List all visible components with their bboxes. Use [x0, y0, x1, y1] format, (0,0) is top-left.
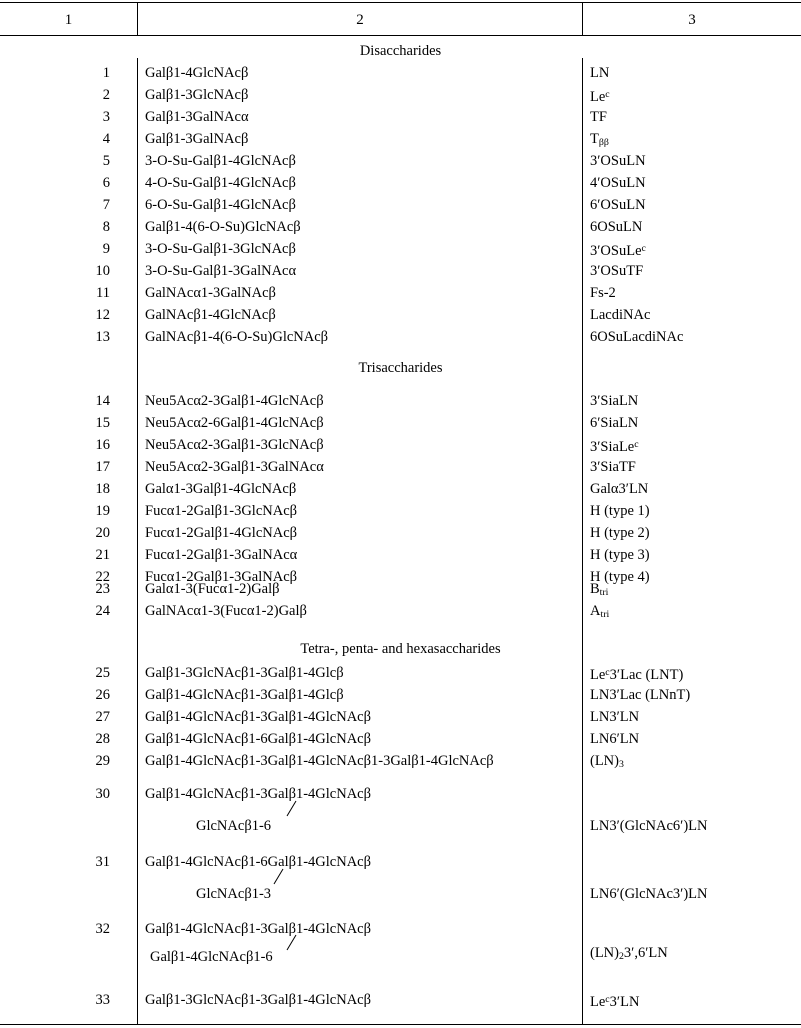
row-name: Le$^c$3′Lac (LNT): [590, 667, 684, 684]
row-number: 23: [95, 581, 110, 597]
row-structure: Fucα1-2Galβ1-3GlcNAcβ: [145, 503, 298, 519]
row-structure: Fucα1-2Galβ1-4GlcNAcβ: [145, 525, 298, 541]
row-name: TF: [590, 109, 607, 125]
row-structure: Neu5Acα2-3Galβ1-3GalNAcα: [145, 459, 324, 475]
row-structure: 3-O-Su-Galβ1-4GlcNAcβ: [145, 153, 296, 169]
column-header-1: 1: [64, 12, 73, 28]
row-name: 4′OSuLN: [590, 175, 646, 191]
row-structure: Neu5Acα2-6Galβ1-4GlcNAcβ: [145, 415, 324, 431]
row-structure: Fucα1-2Galβ1-3GalNAcα: [145, 547, 298, 563]
row-structure: GalNAcβ1-4(6-O-Su)GlcNAcβ: [145, 329, 329, 345]
row-name: Le$^c$: [590, 89, 610, 106]
row-number: 27: [95, 709, 110, 725]
row-name: LN: [590, 65, 610, 81]
row-number: 8: [102, 219, 110, 235]
row-structure: Galβ1-3GalNAcα: [145, 109, 249, 125]
row-name: $(LN)_23',6'LN$: [590, 945, 668, 963]
row-structure: Galβ1-4GlcNAcβ1-3Galβ1-4GlcNAcβ: [145, 709, 371, 725]
row-number: 1: [102, 65, 110, 81]
row-name: LN3′LN: [590, 709, 640, 725]
row-name: H (type 3): [590, 547, 650, 563]
row-number: 4: [102, 131, 110, 147]
row-number: 5: [102, 153, 110, 169]
row-structure: Galβ1-4GlcNAcβ1-3Galβ1-4GlcNAcβ1-3Galβ1-4GlcNAcβ: [145, 753, 494, 769]
row-name: $B_{tri}$: [590, 581, 609, 599]
row-number: 13: [95, 329, 110, 345]
row-name: $A_{tri}$: [590, 603, 610, 621]
row-name: LN6′LN: [590, 731, 640, 747]
row-number: 15: [95, 415, 110, 431]
row-structure: Galα1-3Galβ1-4GlcNAcβ: [145, 481, 297, 497]
row-number: 33: [95, 992, 110, 1008]
row-structure: GalNAcβ1-4GlcNAcβ: [145, 307, 276, 323]
column-header-3: 3: [688, 12, 696, 28]
row-number: 12: [95, 307, 110, 323]
row-number: 24: [95, 603, 110, 619]
row-number: 22: [95, 569, 110, 585]
row-name: H (type 1): [590, 503, 650, 519]
row-number: 29: [95, 753, 110, 769]
row-structure: Galβ1-3GlcNAcβ1-3Galβ1-4GlcNAcβ: [145, 992, 371, 1008]
row-structure: 3-O-Su-Galβ1-3GalNAcα: [145, 263, 297, 279]
row-structure: Neu5Acα2-3Galβ1-3GlcNAcβ: [145, 437, 324, 453]
row-structure: Galβ1-4GlcNAcβ: [145, 65, 249, 81]
row-number: 25: [95, 665, 110, 681]
row-number: 9: [102, 241, 110, 257]
row-structure-branch: GlcNAcβ1-3: [196, 886, 272, 902]
branch-link-icon: [285, 800, 299, 818]
row-name: 3′SiaLe$^c$: [590, 439, 639, 456]
row-number: 32: [95, 921, 110, 937]
row-structure: Galβ1-4(6-O-Su)GlcNAcβ: [145, 219, 301, 235]
table-top-rule: [0, 2, 801, 3]
row-number: 30: [95, 786, 110, 802]
column-divider-1-body: [137, 58, 138, 1024]
row-structure: Neu5Acα2-3Galβ1-4GlcNAcβ: [145, 393, 324, 409]
row-name: 6OSuLN: [590, 219, 643, 235]
row-number: 16: [95, 437, 110, 453]
row-name: H (type 4): [590, 569, 650, 585]
row-number: 14: [95, 393, 110, 409]
row-structure: 3-O-Su-Galβ1-3GlcNAcβ: [145, 241, 296, 257]
row-name: LN3′Lac (LNnT): [590, 687, 691, 703]
row-structure-branch: Galβ1-4GlcNAcβ1-6: [150, 949, 273, 965]
row-number: 20: [95, 525, 110, 541]
row-structure: GalNAcα1-3(Fucα1-2)Galβ: [145, 603, 307, 619]
table-bottom-rule: [0, 1024, 801, 1025]
row-name: 3′SiaLN: [590, 393, 639, 409]
row-number: 10: [95, 263, 110, 279]
row-structure: 4-O-Su-Galβ1-4GlcNAcβ: [145, 175, 296, 191]
row-number: 2: [102, 87, 110, 103]
row-name: 3′SiaTF: [590, 459, 636, 475]
row-structure: 6-O-Su-Galβ1-4GlcNAcβ: [145, 197, 296, 213]
row-structure-branch: GlcNAcβ1-6: [196, 818, 272, 834]
branch-link-icon: [272, 868, 286, 886]
row-number: 3: [102, 109, 110, 125]
row-number: 21: [95, 547, 110, 563]
row-name: $(LN)_3$: [590, 753, 624, 771]
row-name: LacdiNAc: [590, 307, 651, 323]
row-name: Le$^c$3′LN: [590, 994, 640, 1011]
row-number: 18: [95, 481, 110, 497]
row-number: 26: [95, 687, 110, 703]
row-name: LN3′(GlcNAc6′)LN: [590, 818, 708, 834]
row-name: H (type 2): [590, 525, 650, 541]
row-name: LN6′(GlcNAc3′)LN: [590, 886, 708, 902]
row-structure: Galα1-3(Fucα1-2)Galβ: [145, 581, 280, 597]
row-number: 7: [102, 197, 110, 213]
row-structure: Galβ1-4GlcNAcβ1-3Galβ1-4GlcNAcβ: [145, 921, 371, 937]
row-name: Galα3′LN: [590, 481, 649, 497]
row-number: 19: [95, 503, 110, 519]
row-number: 28: [95, 731, 110, 747]
row-name: Fs-2: [590, 285, 616, 301]
column-header-2: 2: [356, 12, 364, 28]
row-number: 6: [102, 175, 110, 191]
row-structure: Galβ1-3GlcNAcβ: [145, 87, 249, 103]
row-structure: Galβ1-4GlcNAcβ1-3Galβ1-4Glcβ: [145, 687, 344, 703]
row-structure: GalNAcα1-3GalNAcβ: [145, 285, 276, 301]
table-header-rule: [0, 35, 801, 36]
row-structure: Fucα1-2Galβ1-3GalNAcβ: [145, 569, 298, 585]
row-structure: Galβ1-4GlcNAcβ1-6Galβ1-4GlcNAcβ: [145, 854, 371, 870]
row-name: 3′OSuLe$^c$: [590, 243, 646, 260]
row-number: 11: [96, 285, 110, 301]
row-name: 6′OSuLN: [590, 197, 646, 213]
row-structure: Galβ1-3GlcNAcβ1-3Galβ1-4Glcβ: [145, 665, 344, 681]
row-name: 6′SiaLN: [590, 415, 639, 431]
row-structure: Galβ1-4GlcNAcβ1-6Galβ1-4GlcNAcβ: [145, 731, 371, 747]
row-number: 31: [95, 854, 110, 870]
section-title-tetra-penta-hexasaccharides: Tetra-, penta- and hexasaccharides: [300, 641, 501, 657]
row-number: 17: [95, 459, 110, 475]
branch-link-icon: [285, 934, 299, 952]
row-structure: Galβ1-3GalNAcβ: [145, 131, 249, 147]
section-title-trisaccharides: Trisaccharides: [358, 360, 443, 376]
row-structure: Galβ1-4GlcNAcβ1-3Galβ1-4GlcNAcβ: [145, 786, 371, 802]
row-name: $T_{\beta\beta}$: [590, 131, 609, 149]
row-name: 6OSuLacdiNAc: [590, 329, 684, 345]
row-name: 3′OSuLN: [590, 153, 646, 169]
row-name: 3′OSuTF: [590, 263, 644, 279]
column-divider-2-body: [582, 58, 583, 1024]
section-title-disaccharides: Disaccharides: [359, 43, 442, 59]
